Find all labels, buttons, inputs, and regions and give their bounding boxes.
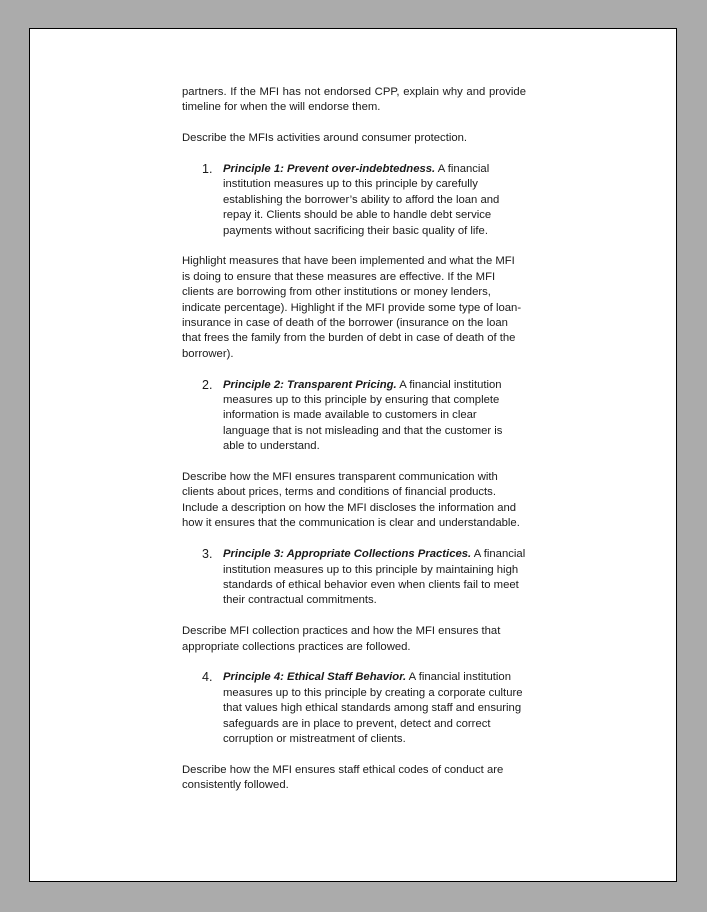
principle-text: A financial institution measures up to this principle by maintaining high standards of ethical behavior even when clients fail to meet their contractual commitments. <box>223 548 526 607</box>
instruction-paragraph: Describe how the MFI ensures transparent communication with clients about prices, terms and conditions of financial products. Include a description on how the MFI discloses the information and how it ensures that the communication is clear and understandable. <box>182 471 520 530</box>
principle-item <box>182 162 526 239</box>
intro-paragraph: partners. If the MFI has not endorsed CPP, explain why and provide timeline for when the will endorse them. <box>182 86 526 114</box>
principle-number: 2. <box>202 377 213 392</box>
instruction-paragraph: Describe how the MFI ensures staff ethical codes of conduct are consistently followed. <box>182 763 504 792</box>
principle-number: 1. <box>202 162 213 176</box>
principle-title: Principle 1: Prevent over-indebtedness. <box>223 163 436 175</box>
principle-item <box>182 378 526 455</box>
principle-text: A financial institution measures up to this principle by carefully establishing the borrower’s ability to afford the loan and repay it. Clients should be able to handle debt service payments without sacrificing their basic quality of life. <box>223 163 500 237</box>
principle-title: Principle 3: Appropriate Collections Practices. <box>223 548 472 561</box>
principle-item <box>182 670 526 747</box>
principle-number: 4. <box>202 670 213 685</box>
describe-activities-paragraph: Describe the MFIs activities around consumer protection. <box>182 132 468 145</box>
principle-text: A financial institution measures up to this principle by ensuring that complete information is made available to customers in clear language that is not misleading and that the customer is able to understand. <box>223 378 503 453</box>
principle-title: Principle 4: Ethical Staff Behavior. <box>223 671 407 684</box>
instruction-paragraph: Highlight measures that have been implemented and what the MFI is doing to ensure that these measures are effective. If the MFI clients are borrowing from other institutions or money lenders, indicate percentage). Highlight if the MFI provide some type of loan-insurance in case of death of the borrower (insurance on the loan that frees the family from the burden of debt in case of death of the borrower). <box>182 255 522 360</box>
page-content <box>182 85 526 809</box>
instruction-paragraph: Describe MFI collection practices and how the MFI ensures that appropriate collections practices are followed. <box>182 625 501 653</box>
principle-title: Principle 2: Transparent Pricing. <box>223 378 397 391</box>
principle-number: 3. <box>202 547 213 562</box>
document-page <box>29 28 677 882</box>
principle-item <box>182 547 526 609</box>
principle-text: A financial institution measures up to this principle by creating a corporate culture that values high ethical standards among staff and ensuring safeguards are in place to prevent, detect and correct corruption or mistreatment of clients. <box>223 671 523 745</box>
